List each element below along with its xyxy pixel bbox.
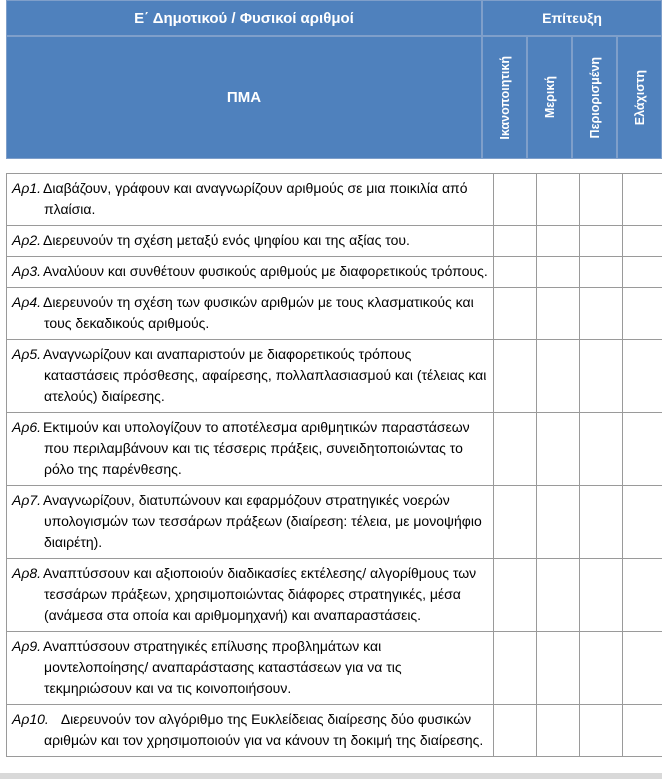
outcome-cell [7, 288, 494, 340]
level-label: Μερική [542, 76, 557, 119]
achievement-cell-minimal[interactable] [623, 632, 662, 705]
achievement-cell-limited[interactable] [580, 174, 623, 226]
outcome-code: Αρ9. [12, 638, 42, 654]
table-row [7, 257, 662, 288]
outcome-cell [7, 632, 494, 705]
table-row [7, 559, 662, 632]
outcome-text: Διερευνούν τη σχέση μεταξύ ενός ψηφίου και της αξίας του. [43, 232, 410, 248]
level-label: Ελάχιστη [632, 69, 647, 126]
outcome-text: Διαβάζουν, γράφουν και αναγνωρίζουν αριθμούς σε μια ποικιλία από πλαίσια. [43, 180, 468, 217]
outcome-code: Αρ8. [12, 565, 42, 581]
achievement-cell-partial[interactable] [537, 632, 580, 705]
achievement-cell-partial[interactable] [537, 705, 580, 757]
outcomes-table [6, 173, 662, 757]
outcome-code: Αρ7. [12, 492, 42, 508]
achievement-cell-satisfactory[interactable] [494, 257, 537, 288]
achievement-cell-satisfactory[interactable] [494, 340, 537, 413]
achievement-cell-limited[interactable] [580, 288, 623, 340]
table-row [7, 340, 662, 413]
achievement-cell-limited[interactable] [580, 340, 623, 413]
level-label: Περιορισμένη [587, 56, 602, 139]
achievement-cell-partial[interactable] [537, 559, 580, 632]
achievement-cell-satisfactory[interactable] [494, 288, 537, 340]
achievement-cell-limited[interactable] [580, 257, 623, 288]
achievement-cell-satisfactory[interactable] [494, 486, 537, 559]
outcome-cell [7, 340, 494, 413]
outcome-text: Αναπτύσσουν στρατηγικές επίλυσης προβλημάτων και μοντελοποίησης/ αναπαράστασης καταστάσεων για να τις τεκμηριώσουν και να τις κοινοποιήσουν. [43, 638, 402, 696]
outcome-cell [7, 413, 494, 486]
achievement-cell-minimal[interactable] [623, 257, 662, 288]
achievement-cell-satisfactory[interactable] [494, 226, 537, 257]
achievement-cell-limited[interactable] [580, 413, 623, 486]
outcome-code: Αρ6. [12, 419, 42, 435]
grade-title: Ε΄ Δημοτικού / Φυσικοί αριθμοί [6, 0, 482, 36]
level-header-minimal [617, 36, 662, 159]
table-header [6, 0, 662, 159]
outcome-cell [7, 226, 494, 257]
achievement-cell-partial[interactable] [537, 288, 580, 340]
achievement-cell-satisfactory[interactable] [494, 632, 537, 705]
outcome-cell [7, 257, 494, 288]
achievement-cell-satisfactory[interactable] [494, 559, 537, 632]
table-row [7, 413, 662, 486]
pma-header: ΠΜΑ [6, 36, 482, 159]
achievement-cell-minimal[interactable] [623, 288, 662, 340]
level-header-satisfactory [482, 36, 527, 159]
outcome-cell [7, 486, 494, 559]
table-row [7, 705, 662, 757]
outcome-text: Αναπτύσσουν και αξιοποιούν διαδικασίες εκτέλεσης/ αλγορίθμους των τεσσάρων πράξεων, χρησιμοποιώντας διάφορες στρατηγικές, μέσα (ανάμεσα στα οποία και αριθμομηχανή) και αναπαραστάσεις. [43, 565, 477, 623]
outcome-code: Αρ1. [12, 180, 42, 196]
achievement-cell-minimal[interactable] [623, 340, 662, 413]
achievement-cell-partial[interactable] [537, 340, 580, 413]
achievement-cell-minimal[interactable] [623, 226, 662, 257]
achievement-cell-minimal[interactable] [623, 174, 662, 226]
outcome-text: Αναλύουν και συνθέτουν φυσικούς αριθμούς με διαφορετικούς τρόπους. [43, 263, 488, 279]
achievement-cell-satisfactory[interactable] [494, 413, 537, 486]
outcome-text: Αναγνωρίζουν, διατυπώνουν και εφαρμόζουν στρατηγικές νοερών υπολογισμών των τεσσάρων πράξεων (διαίρεση: τέλεια, με μονοψήφιο διαιρέτη). [43, 492, 482, 550]
achievement-cell-partial[interactable] [537, 174, 580, 226]
table-row [7, 226, 662, 257]
outcome-cell [7, 174, 494, 226]
achievement-cell-minimal[interactable] [623, 486, 662, 559]
achievement-cell-limited[interactable] [580, 559, 623, 632]
achievement-cell-satisfactory[interactable] [494, 174, 537, 226]
level-header-partial [527, 36, 572, 159]
achievement-cell-limited[interactable] [580, 632, 623, 705]
outcome-text: Αναγνωρίζουν και αναπαριστούν με διαφορετικούς τρόπους καταστάσεις πρόσθεσης, αφαίρεσης, πολλαπλασιασμού και (τέλειας και ατελούς) διαίρεσης. [43, 346, 487, 404]
achievement-cell-partial[interactable] [537, 486, 580, 559]
window-bottom-edge [0, 773, 662, 779]
outcome-text: Διερευνούν τη σχέση των φυσικών αριθμών με τους κλασματικούς και τους δεκαδικούς αριθμούς. [43, 294, 474, 331]
table-row [7, 486, 662, 559]
outcome-text: Διερευνούν τον αλγόριθμο της Ευκλείδειας διαίρεσης δύο φυσικών αριθμών και τον χρησιμοποιούν για να κάνουν τη δοκιμή της διαίρεσης. [44, 711, 484, 748]
level-header-limited [572, 36, 617, 159]
achievement-cell-limited[interactable] [580, 705, 623, 757]
achievement-cell-partial[interactable] [537, 226, 580, 257]
achievement-cell-limited[interactable] [580, 226, 623, 257]
outcome-code: Αρ10. [12, 711, 49, 727]
achievement-header: Επίτευξη [482, 0, 662, 36]
table-row [7, 288, 662, 340]
outcome-cell [7, 559, 494, 632]
outcome-text: Εκτιμούν και υπολογίζουν το αποτέλεσμα αριθμητικών παραστάσεων που περιλαμβάνουν και τις τέσσερις πράξεις, συνειδητοποιώντας το ρόλο της παρένθεσης. [43, 419, 470, 477]
achievement-cell-satisfactory[interactable] [494, 705, 537, 757]
achievement-cell-partial[interactable] [537, 413, 580, 486]
outcome-cell [7, 705, 494, 757]
outcome-code: Αρ3. [12, 263, 42, 279]
achievement-cell-minimal[interactable] [623, 559, 662, 632]
outcome-code: Αρ4. [12, 294, 42, 310]
achievement-cell-minimal[interactable] [623, 413, 662, 486]
outcome-code: Αρ2. [12, 232, 42, 248]
achievement-cell-limited[interactable] [580, 486, 623, 559]
outcome-code: Αρ5. [12, 346, 42, 362]
table-row [7, 632, 662, 705]
achievement-cell-partial[interactable] [537, 257, 580, 288]
level-label: Ικανοποιητική [497, 55, 512, 140]
achievement-cell-minimal[interactable] [623, 705, 662, 757]
table-row [7, 174, 662, 226]
